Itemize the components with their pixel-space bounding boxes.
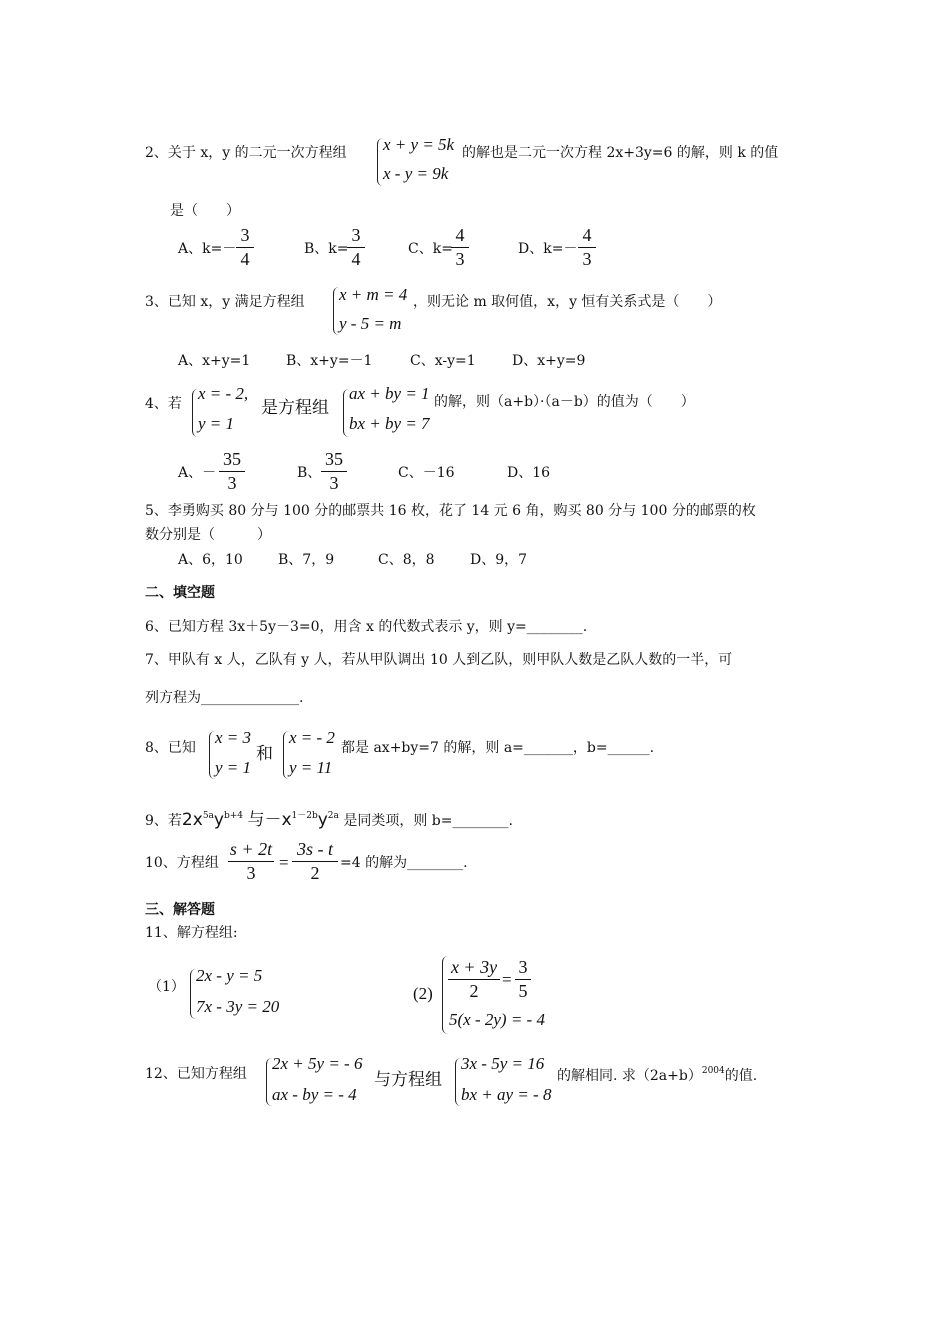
q4-text-a: 4、若: [145, 396, 182, 412]
q3-text-a: 3、已知 x，y 满足方程组: [145, 294, 305, 310]
numerator: 3s - t: [297, 839, 333, 859]
denominator: 3: [329, 473, 339, 493]
q4-mid: 是方程组: [261, 398, 329, 418]
numerator: 4: [455, 225, 465, 245]
q5-option-b: B、7，9: [278, 552, 335, 568]
q2-option-b-fraction: [347, 225, 365, 270]
q12-eq1: 2x + 5y = - 6: [272, 1054, 363, 1073]
q4-option-b-label: B、: [297, 465, 322, 481]
q3-text-b: ，则无论 m 取何值，x，y 恒有关系式是（ ）: [413, 294, 722, 310]
q5-option-d: D、9，7: [470, 552, 528, 568]
numerator: 3: [518, 957, 528, 977]
q4-eq2: y = 1: [198, 414, 235, 433]
q6-text: 6、已知方程 3x＋5y－3=0，用含 x 的代数式表示 y，则 y=________.: [145, 619, 588, 635]
denominator: 4: [240, 249, 250, 269]
q4-eq3: ax + by = 1: [349, 384, 430, 403]
numerator: 3: [240, 225, 250, 245]
q3-option-a: A、x+y=1: [178, 353, 251, 369]
q2-text-b: 的解也是二元一次方程 2x+3y=6 的解，则 k 的值: [462, 145, 779, 161]
q7-line2: 列方程为______________.: [145, 690, 304, 706]
q3-eq1: x + m = 4: [339, 285, 408, 304]
q8-eq1: x = 3: [215, 728, 252, 747]
denominator: 2: [469, 981, 479, 1001]
q2-option-c-fraction: [451, 225, 469, 270]
q8-eq3: x = - 2: [289, 728, 335, 747]
q2-option-a-fraction: [236, 225, 254, 270]
q11-part1-label: （1）: [148, 979, 185, 995]
q4-eq4: bx + by = 7: [349, 414, 430, 433]
q3-option-d: D、x+y=9: [512, 353, 586, 369]
numerator: 4: [582, 225, 592, 245]
q12-eq4: bx + ay = - 8: [461, 1085, 552, 1104]
q11-part2-eq2: 5(x - 2y) = - 4: [449, 1010, 545, 1029]
q12-exponent: 2004: [701, 1066, 725, 1076]
denominator: 3: [246, 863, 256, 883]
q2-eq2: x - y = 9k: [383, 164, 449, 183]
q2-option-b-label: B、k=: [304, 241, 349, 257]
q9-text-a: 9、若: [145, 813, 182, 829]
q11-part2-label: (2): [413, 984, 433, 1003]
q10-fraction-1: [228, 839, 274, 884]
q3-option-c: C、x-y=1: [410, 353, 476, 369]
q8-eq2: y = 1: [215, 758, 252, 777]
numerator: 35: [223, 449, 241, 469]
q9-exp2: 1－2b: [291, 811, 318, 821]
denominator: 5: [518, 981, 528, 1001]
q5-option-a: A、6，10: [178, 552, 243, 568]
q9-text-b: 是同类项，则 b=________.: [343, 813, 513, 829]
q9-term1: 2x: [181, 810, 203, 830]
q11-part2-equals: =: [502, 970, 512, 989]
q5-option-c: C、8，8: [378, 552, 435, 568]
q10-fraction-2: [292, 839, 338, 884]
numerator: 3: [351, 225, 361, 245]
numerator: 35: [325, 449, 343, 469]
q4-option-a-fraction: [219, 449, 245, 494]
numerator: x + 3y: [450, 957, 498, 977]
q12-tail: [557, 1066, 757, 1085]
q9-term2b: y: [317, 810, 328, 830]
denominator: 3: [582, 249, 592, 269]
q2-option-d-label: D、k=－: [518, 241, 578, 257]
q9-mid: 与－x: [247, 810, 292, 830]
q2-text-c: 是（ ）: [170, 203, 240, 219]
q9-exp1: 5a: [202, 811, 214, 821]
q3-option-b: B、x+y=－1: [286, 353, 373, 369]
q9-exp1b: b+4: [223, 811, 243, 821]
q2-option-c-label: C、k=: [408, 241, 453, 257]
q12-text-c: 的值.: [724, 1068, 758, 1084]
q11-part1-eq2: 7x - 3y = 20: [196, 997, 280, 1016]
q4-option-b-fraction: [321, 449, 347, 494]
q4-option-a-label: A、－: [178, 465, 217, 481]
q5-line2: 数分别是（ ）: [145, 527, 271, 543]
q12-eq2: ax - by = - 4: [272, 1085, 357, 1104]
q2-option-a-label: A、k=－: [178, 241, 237, 257]
numerator: s + 2t: [229, 839, 273, 859]
q12-text-a: 12、已知方程组: [145, 1066, 247, 1082]
q4-eq1: x = - 2,: [198, 384, 249, 403]
q7-line1: 7、甲队有 x 人，乙队有 y 人，若从甲队调出 10 人到乙队，则甲队人数是乙队人数的一半，可: [145, 652, 733, 668]
section-solve-heading: 三、解答题: [145, 902, 215, 918]
denominator: 4: [351, 249, 361, 269]
q10-text-a: 10、方程组: [145, 855, 219, 871]
q9-term1b: y: [213, 810, 224, 830]
q3-eq2: y - 5 = m: [339, 314, 402, 333]
section-fill-in-heading: 二、填空题: [145, 585, 215, 601]
q11-part1-eq1: 2x - y = 5: [196, 966, 263, 985]
q4-option-d: D、16: [507, 465, 551, 481]
q12-eq3: 3x - 5y = 16: [461, 1054, 545, 1073]
q2-option-d-fraction: [578, 225, 596, 270]
q8-eq4: y = 11: [289, 758, 333, 777]
q9-exp2b: 2a: [327, 811, 339, 821]
q2-text-a: 2、关于 x，y 的二元一次方程组: [145, 145, 347, 161]
q4-option-c: C、－16: [398, 465, 455, 481]
q12-text-b: 的解相同. 求（2a+b）: [557, 1068, 702, 1084]
q11-title: 11、解方程组:: [145, 925, 238, 941]
q8-mid: 和: [256, 744, 273, 764]
q12-mid: 与方程组: [374, 1070, 442, 1090]
q10-equals: =: [279, 853, 289, 872]
denominator: 3: [227, 473, 237, 493]
q9-expression: [145, 810, 513, 830]
q8-text-b: 都是 ax+by=7 的解，则 a=_______，b=______.: [341, 740, 655, 756]
denominator: 3: [455, 249, 465, 269]
q10-text-b: =4 的解为________.: [340, 855, 468, 871]
q5-line1: 5、李勇购买 80 分与 100 分的邮票共 16 枚，花了 14 元 6 角，购买 80 分与 100 分的邮票的枚: [145, 503, 756, 519]
q2-eq1: x + y = 5k: [383, 135, 455, 154]
q8-text-a: 8、已知: [145, 740, 196, 756]
denominator: 2: [310, 863, 320, 883]
q11-part2-fraction-1: [448, 957, 500, 1002]
q4-text-b: 的解，则（a+b）·（a－b）的值为（ ）: [434, 394, 695, 410]
q11-part2-fraction-2: [515, 957, 531, 1002]
